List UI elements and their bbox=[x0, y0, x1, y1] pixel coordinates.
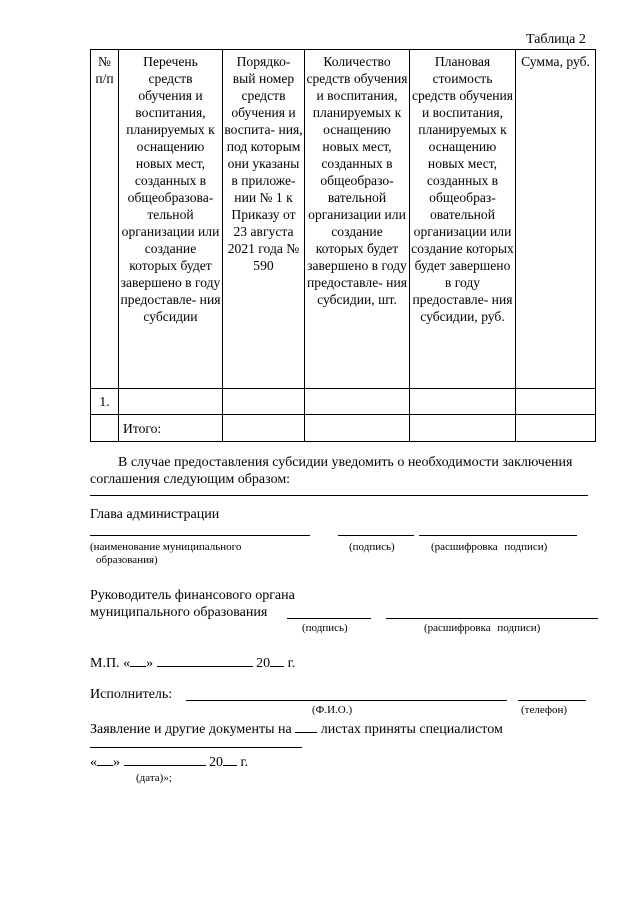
finance-caption-decoding: (расшифровка подписи) bbox=[424, 622, 541, 634]
day-blank bbox=[97, 752, 113, 766]
day-blank bbox=[130, 653, 146, 667]
mp-label: М.П. bbox=[90, 656, 120, 671]
table-cell bbox=[410, 415, 516, 442]
caption-phone: (телефон) bbox=[521, 704, 568, 716]
statement-date-line: « » 20 г. bbox=[90, 752, 248, 771]
admin-decoding-line bbox=[419, 535, 577, 536]
header-num: № п/п bbox=[91, 50, 119, 389]
pages-count-blank bbox=[295, 719, 317, 733]
header-list: Перечень средств обучения и воспитания, планируемых к оснащению новых мест, созданных в общеобразова- тельной организации или создание которых будет завершено в году предоставле- ния субсидии bbox=[119, 50, 223, 389]
table-row bbox=[91, 389, 596, 415]
year-blank bbox=[223, 752, 237, 766]
header-sum: Сумма, руб. bbox=[516, 50, 596, 389]
header-planned-cost: Плановая стоимость средств обучения и воспитания, планируемых к оснащению новых мест, созданных в общеобраз- овательной организации или создание которых будет завершено в году предоставле- ния субсидии, руб. bbox=[410, 50, 516, 389]
caption-municipal-name-2: образования) bbox=[96, 554, 158, 566]
paragraph-line-1: В случае предоставления субсидии уведомить о необходимости заключения bbox=[118, 455, 573, 470]
table-cell bbox=[410, 389, 516, 415]
caption-decoding: (расшифровка подписи) bbox=[431, 541, 548, 553]
recipient-line bbox=[90, 495, 588, 496]
admin-name-line bbox=[90, 535, 310, 536]
executor-phone-line bbox=[518, 700, 586, 701]
table-cell bbox=[223, 389, 305, 415]
caption-fio: (Ф.И.О.) bbox=[312, 704, 353, 716]
finance-decoding-line bbox=[386, 618, 598, 619]
finance-caption-signature: (подпись) bbox=[302, 622, 348, 634]
table-cell bbox=[516, 415, 596, 442]
header-quantity: Количество средств обучения и воспитания, планируемых к оснащению новых мест, созданных в общеобразо- вательной организации или создание которых будет завершено в году предоставле- ния субсидии, шт. bbox=[305, 50, 410, 389]
total-label: Итого: bbox=[119, 415, 223, 442]
table-cell bbox=[223, 415, 305, 442]
year-blank bbox=[270, 653, 284, 667]
caption-municipal-name: (наименование муниципального bbox=[90, 541, 242, 553]
table-header-row bbox=[91, 50, 596, 389]
means-table bbox=[90, 49, 596, 442]
row-num-cell: 1. bbox=[91, 389, 119, 415]
table-cell bbox=[516, 389, 596, 415]
statement-line: Заявление и другие документы на листах приняты специалистом bbox=[90, 719, 503, 738]
paragraph-line-2: соглашения следующим образом: bbox=[90, 472, 291, 487]
finance-head-line-2: муниципального образования bbox=[90, 605, 268, 620]
stamp-date-line: М.П. « » 20 г. bbox=[90, 653, 295, 672]
table-cell bbox=[91, 415, 119, 442]
table-cell bbox=[119, 389, 223, 415]
executor-fio-line bbox=[186, 700, 507, 701]
month-blank bbox=[157, 653, 253, 667]
caption-signature: (подпись) bbox=[349, 541, 395, 553]
table-caption: Таблица 2 bbox=[526, 32, 586, 47]
month-blank bbox=[124, 752, 206, 766]
table-cell bbox=[305, 415, 410, 442]
header-order-number: Порядко- вый номер средств обучения и воспита- ния, под которым они указаны в приложе- нии № 1 к Приказу от 23 августа 2021 года № 590 bbox=[223, 50, 305, 389]
finance-head-line-1: Руководитель финансового органа bbox=[90, 588, 295, 603]
head-admin-title: Глава администрации bbox=[90, 507, 220, 522]
caption-date: (дата)»; bbox=[136, 772, 172, 784]
table-cell bbox=[305, 389, 410, 415]
admin-signature-line bbox=[338, 535, 414, 536]
table-total-row bbox=[91, 415, 596, 442]
finance-signature-line bbox=[287, 618, 371, 619]
specialist-line bbox=[90, 747, 302, 748]
executor-label: Исполнитель: bbox=[90, 687, 173, 702]
